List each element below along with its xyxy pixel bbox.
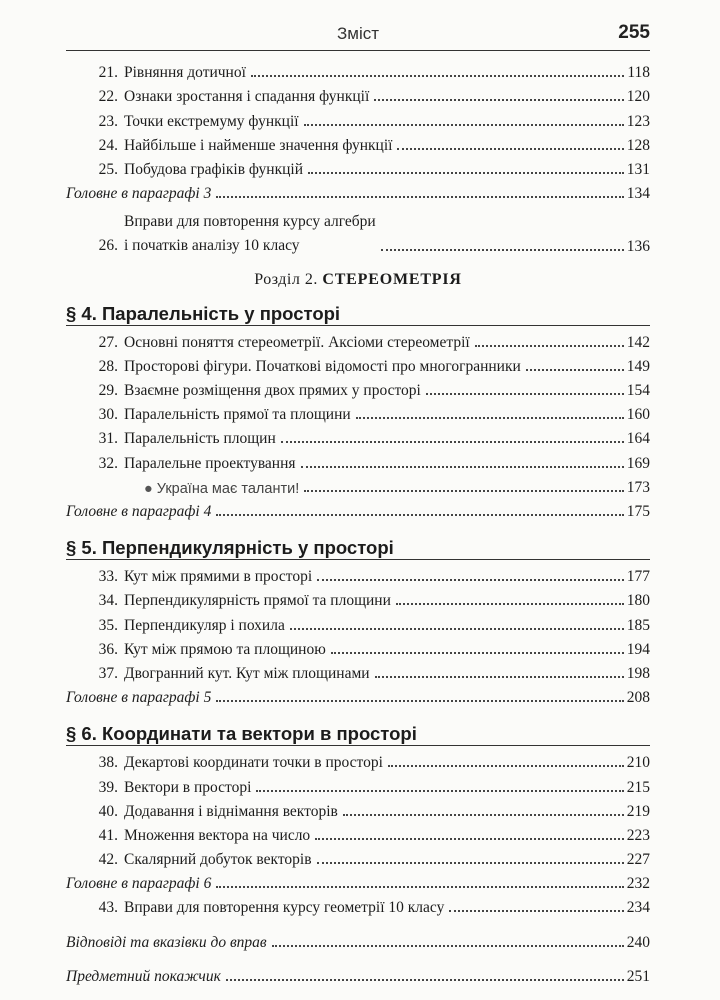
toc-entry[interactable]: 22. Ознаки зростання і спадання функції 120 <box>98 88 650 106</box>
toc-entry[interactable]: 40. Додавання і віднімання векторів 219 <box>98 802 650 820</box>
section-heading: § 6. Координати та вектори в просторі <box>66 717 650 746</box>
toc-entry[interactable]: 39. Вектори в просторі 215 <box>98 778 650 796</box>
summary-entry[interactable]: Головне в параграфі 6 232 <box>66 875 650 893</box>
toc-entry[interactable]: 34. Перпендикулярність прямої та площини 180 <box>98 592 650 610</box>
toc-entry[interactable]: 41. Множення вектора на число 223 <box>98 826 650 844</box>
toc-entry[interactable]: 43. Вправи для повторення курсу геометрії 10 класу 234 <box>98 899 650 917</box>
toc-entry[interactable]: 21. Рівняння дотичної 118 <box>98 64 650 82</box>
section-heading: § 4. Паралельність у просторі <box>66 297 650 326</box>
part-heading: Розділ 2. СТЕРЕОМЕТРІЯ <box>254 270 462 288</box>
summary-entry[interactable]: Головне в параграфі 4 175 <box>66 503 650 520</box>
toc-entry[interactable]: 35. Перпендикуляр і похила 185 <box>98 616 650 634</box>
toc-entry[interactable]: 42. Скалярний добуток векторів 227 <box>98 851 650 869</box>
index-entry[interactable]: Предметний покажчик 251 <box>66 967 650 985</box>
toc-entry[interactable]: 27. Основні поняття стереометрії. Аксіоми стереометрії 142 <box>98 333 650 351</box>
toc-entry[interactable]: 23. Точки екстремуму функції 123 <box>98 112 650 130</box>
section-heading: § 5. Перпендикулярність у просторі <box>66 531 650 560</box>
summary-entry[interactable]: Головне в параграфі 5 208 <box>66 689 650 707</box>
toc-entry[interactable]: 24. Найбільше і найменше значення функції 128 <box>98 136 650 154</box>
page-header <box>66 22 650 51</box>
toc-entry[interactable]: 31. Паралельність площин 164 <box>98 430 650 448</box>
answers-entry[interactable]: Відповіді та вказівки до вправ 240 <box>66 933 650 951</box>
toc-entry[interactable]: 30. Паралельність прямої та площини 160 <box>98 406 650 424</box>
toc-entry[interactable]: 29. Взаємне розміщення двох прямих у просторі 154 <box>98 382 650 400</box>
toc-entry[interactable]: 33. Кут між прямими в просторі 177 <box>98 568 650 586</box>
toc-note-entry[interactable]: ● Україна має таланти! 173 <box>144 478 650 497</box>
page-title: Зміст <box>336 24 380 43</box>
bullet-icon: ● <box>144 480 153 497</box>
toc-entry[interactable]: 37. Двогранний кут. Кут між площинами 198 <box>98 664 650 682</box>
toc-entry[interactable]: 28. Просторові фігури. Початкові відомості про многогранники 149 <box>98 357 650 375</box>
page-number: 255 <box>618 22 650 43</box>
toc-entry[interactable]: 38. Декартові координати точки в просторі 210 <box>98 754 650 772</box>
toc-entry-multiline[interactable]: 26. Вправи для повторення курсу алгебри і початків аналізу 10 класу 136 <box>98 213 650 255</box>
toc-entry[interactable]: 36. Кут між прямою та площиною 194 <box>98 640 650 658</box>
summary-entry[interactable]: Головне в параграфі 3 134 <box>66 185 650 203</box>
toc-entry[interactable]: 25. Побудова графіків функцій 131 <box>98 160 650 178</box>
table-of-contents <box>66 58 650 986</box>
toc-entry[interactable]: 32. Паралельне проектування 169 <box>98 454 650 472</box>
